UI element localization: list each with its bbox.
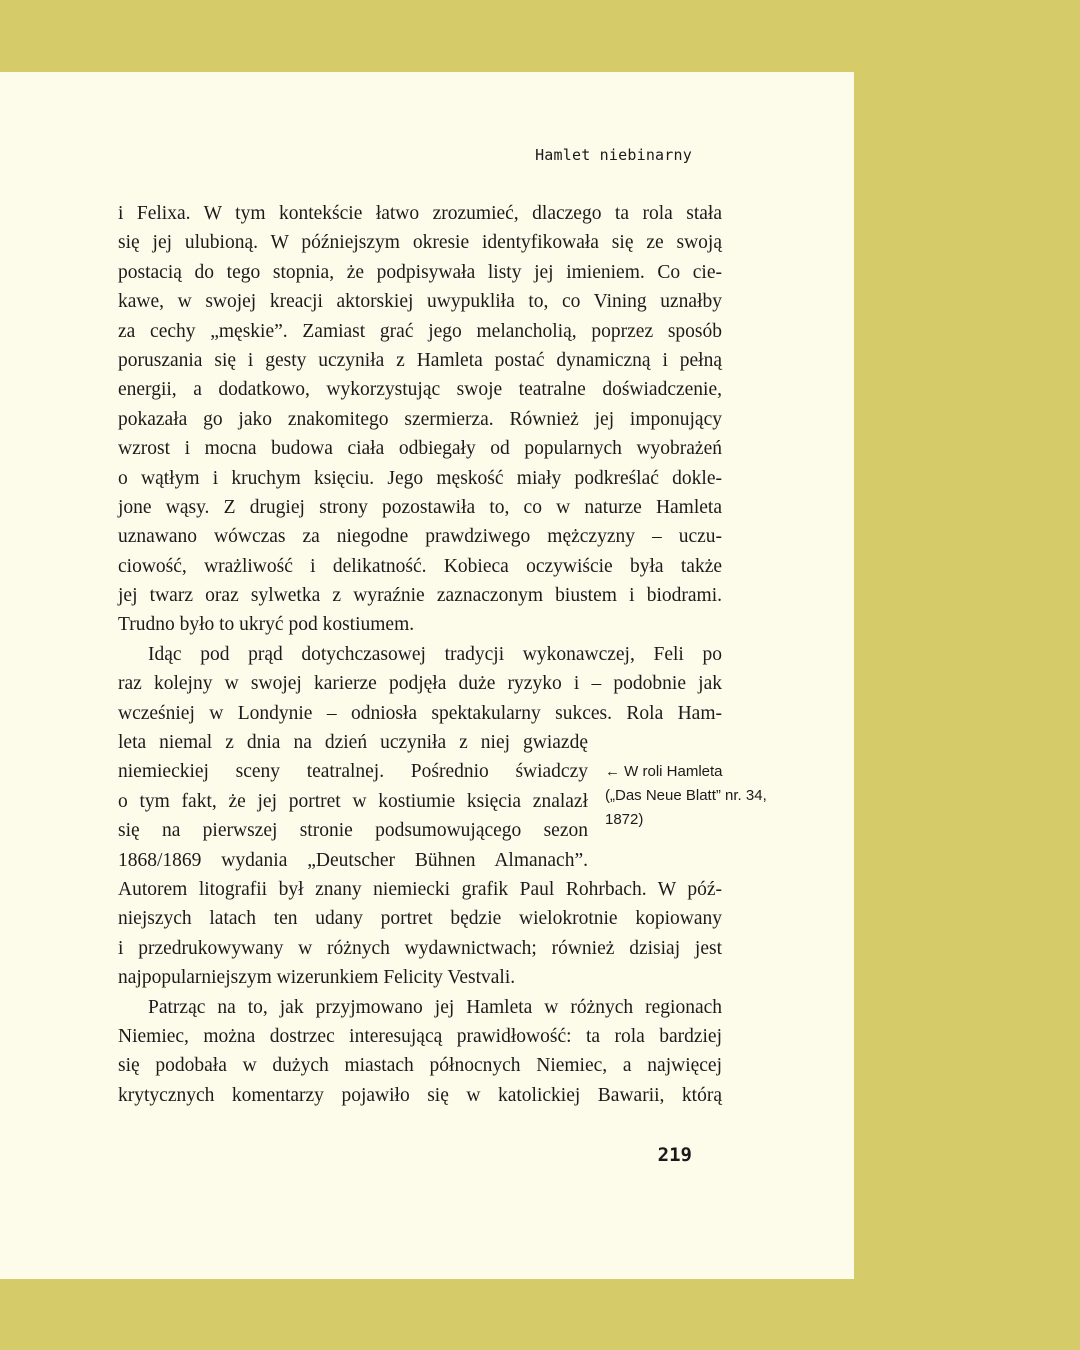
text-line: jone wąsy. Z drugiej strony pozostawiła to, co w naturze Hamleta xyxy=(118,496,722,518)
text-line: Niemiec, można dostrzec interesującą prawidłowość: ta rola bardziej xyxy=(118,1025,722,1047)
image-caption-sidenote xyxy=(605,760,805,832)
text-line: poruszania się i gesty uczyniła z Hamleta postać dynamiczną i pełną xyxy=(118,349,722,371)
text-line: najpopularniejszym wizerunkiem Felicity Vestvali. xyxy=(118,967,516,989)
text-line: o tym fakt, że jej portret w kostiumie księcia znalazł xyxy=(118,790,588,812)
text-line: uznawano wówczas za niegodne prawdziwego mężczyzny – uczu- xyxy=(118,526,722,548)
caption-line: 1872) xyxy=(605,811,644,828)
text-line: niejszych latach ten udany portret będzie wielokrotnie kopiowany xyxy=(118,908,722,930)
text-line: i Felixa. W tym kontekście łatwo zrozumieć, dlaczego ta rola stała xyxy=(118,203,722,224)
paragraph-start-line: Patrząc na to, jak przyjmowano jej Hamleta w różnych regionach xyxy=(148,996,722,1018)
text-line: Trudno było to ukryć pod kostiumem. xyxy=(118,614,415,636)
caption-line: ← W roli Hamleta xyxy=(605,763,723,780)
text-line: za cechy „męskie”. Zamiast grać jego melancholią, poprzez sposób xyxy=(118,320,722,342)
text-line: wcześniej w Londynie – odniosła spektakularny sukces. Rola Ham- xyxy=(118,702,722,724)
text-line: się jej ulubioną. W późniejszym okresie identyfikowała się ze swoją xyxy=(118,232,722,254)
text-line: raz kolejny w swojej karierze podjęła duże ryzyko i – podobnie jak xyxy=(118,673,722,695)
running-header: Hamlet niebinarny xyxy=(535,146,692,164)
text-line: leta niemal z dnia na dzień uczyniła z niej gwiazdę xyxy=(118,732,588,754)
text-line: krytycznych komentarzy pojawiło się w katolickiej Bawarii, którą xyxy=(118,1084,722,1106)
text-line: Autorem litografii był znany niemiecki grafik Paul Rohrbach. W póź- xyxy=(118,878,722,900)
text-line: ciowość, wrażliwość i delikatność. Kobieca oczywiście była także xyxy=(118,555,722,577)
caption-line: („Das Neue Blatt” nr. 34, xyxy=(605,787,767,804)
text-line: postacią do tego stopnia, że podpisywała listy jej imieniem. Co cie- xyxy=(118,261,722,283)
text-line: kawe, w swojej kreacji aktorskiej uwypukliła to, co Vining uznałby xyxy=(118,291,722,313)
text-line: 1868/1869 wydania „Deutscher Bühnen Almanach”. xyxy=(118,849,588,871)
text-line: wzrost i mocna budowa ciała odbiegały od popularnych wyobrażeń xyxy=(118,438,722,460)
text-line: energii, a dodatkowo, wykorzystując swoje teatralne doświadczenie, xyxy=(118,379,722,401)
book-page xyxy=(0,72,854,1279)
text-line: pokazała go jako znakomitego szermierza. Również jej imponujący xyxy=(118,408,722,430)
text-line: niemieckiej sceny teatralnej. Pośrednio świadczy xyxy=(118,761,588,783)
body-text xyxy=(118,199,722,1110)
text-line: o wątłym i kruchym księciu. Jego męskość miały podkreślać dokle- xyxy=(118,467,722,489)
page-number: 219 xyxy=(657,1144,692,1166)
text-line: i przedrukowywany w różnych wydawnictwach; również dzisiaj jest xyxy=(118,937,722,959)
text-line: jej twarz oraz sylwetka z wyraźnie zaznaczonym biustem i biodrami. xyxy=(118,585,722,607)
text-line: się na pierwszej stronie podsumowującego sezon xyxy=(118,820,588,842)
paragraph-start-line: Idąc pod prąd dotychczasowej tradycji wykonawczej, Feli po xyxy=(148,643,722,665)
text-line: się podobała w dużych miastach północnych Niemiec, a najwięcej xyxy=(118,1055,722,1077)
